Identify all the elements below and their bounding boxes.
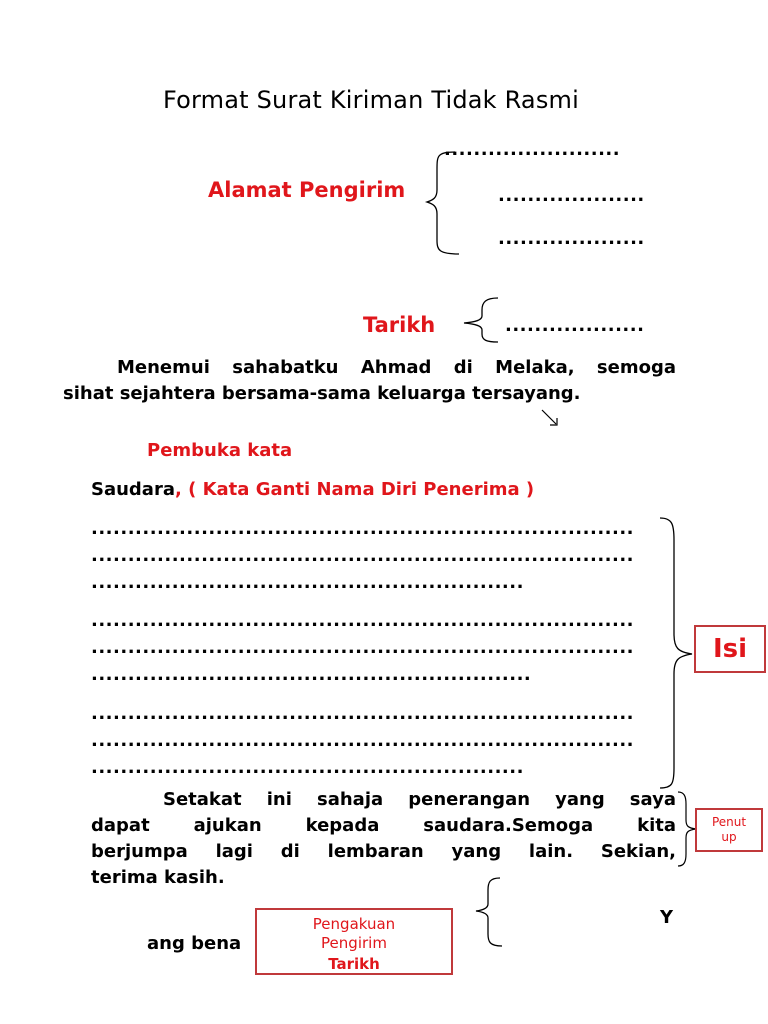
signature-brace-icon [474,876,504,948]
salutation-note: , ( Kata Ganti Nama Diri Penerima ) [174,479,535,500]
address-label: Alamat Pengirim [208,178,406,202]
signoff-partial: ang bena [147,933,242,954]
closing-line-3: berjumpa lagi di lembaran yang lain. Sekian, [91,841,676,862]
body-line: .......................................................................... [91,703,635,724]
signature-label-line-1: Pengakuan [312,915,396,933]
closing-label-box [695,808,763,852]
greeting-line-2: sihat sejahtera bersama-sama keluarga tersayang. [63,383,581,404]
signoff-y: Y [660,907,674,928]
closing-line-2: dapat ajukan kepada saudara.Semoga kita [91,815,676,836]
body-line: .......................................................................... [91,730,635,751]
closing-label-line-2: up [721,830,737,844]
body-line: .......................................................................... [91,637,635,658]
arrow-icon [540,408,564,430]
body-line: ........................................................... [91,572,524,593]
body-line: ........................................................... [91,757,524,778]
salutation [91,479,534,500]
closing-line-1: Setakat ini sahaja penerangan yang saya [163,789,676,810]
opening-label: Pembuka kata [147,440,293,461]
content-brace-icon [658,516,698,790]
date-value: ................... [505,315,645,336]
address-line-1: ........................ [444,139,621,160]
address-line-3: .................... [498,228,645,249]
address-line-2: .................... [498,185,645,206]
salutation-prefix: Saudara [91,479,175,500]
page-title: Format Surat Kiriman Tidak Rasmi [163,86,579,114]
content-label-box: Isi [694,625,766,673]
signature-label-line-2: Pengirim [321,934,387,952]
signature-label-cut: Tarikh [328,955,380,973]
signature-label-box [255,908,453,975]
date-label: Tarikh [363,313,436,337]
body-line: .......................................................................... [91,610,635,631]
address-brace-icon [425,150,465,258]
body-line: .......................................................................... [91,518,635,539]
body-line: .......................................................................... [91,545,635,566]
date-brace-icon [460,296,500,344]
closing-label-line-1: Penut [711,815,747,829]
closing-line-4: terima kasih. [91,867,225,888]
body-line: ............................................................ [91,664,532,685]
greeting-line-1: Menemui sahabatku Ahmad di Melaka, semoga [117,357,676,378]
